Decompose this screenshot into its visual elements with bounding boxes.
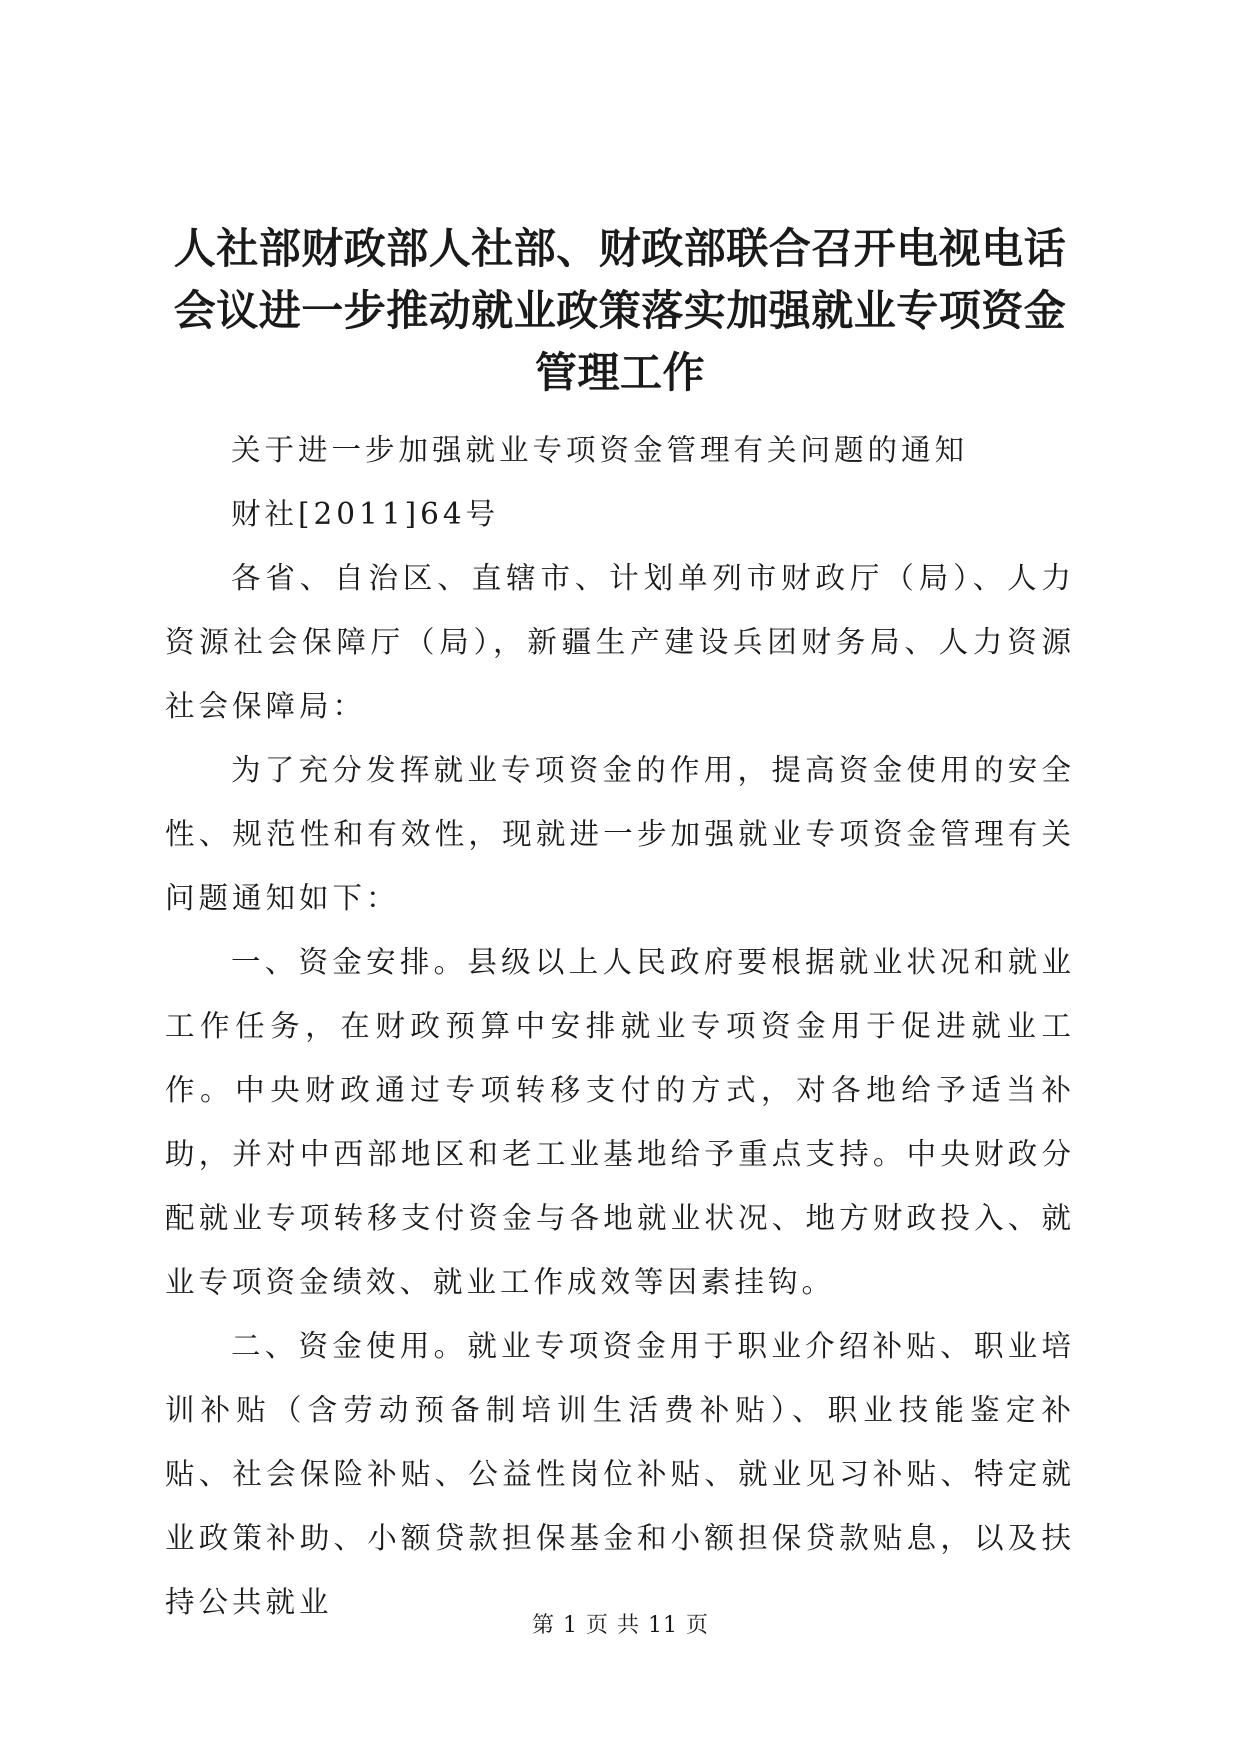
addressee-paragraph: 各省、自治区、直辖市、计划单列市财政厅（局）、人力资源社会保障厅（局），新疆生产建设兵团财务局、人力资源社会保障局： [165, 561, 1075, 723]
document-body [165, 418, 1075, 1634]
document-number-paragraph: 财社[2011]64号 [231, 497, 500, 531]
section-2-paragraph: 二、资金使用。就业专项资金用于职业介绍补贴、职业培训补贴（含劳动预备制培训生活费补贴）、职业技能鉴定补贴、社会保险补贴、公益性岗位补贴、就业见习补贴、特定就业政策补助、小额贷款担保基金和小额担保贷款贴息，以及扶持公共就业 [165, 1329, 1075, 1619]
section-1-paragraph: 一、资金安排。县级以上人民政府要根据就业状况和就业工作任务，在财政预算中安排就业专项资金用于促进就业工作。中央财政通过专项转移支付的方式，对各地给予适当补助，并对中西部地区和老工业基地给予重点支持。中央财政分配就业专项转移支付资金与各地就业状况、地方财政投入、就业专项资金绩效、就业工作成效等因素挂钩。 [165, 945, 1075, 1299]
document-title: 人社部财政部人社部、财政部联合召开电视电话会议进一步推动就业政策落实加强就业专项资金管理工作 [173, 224, 1067, 397]
page-footer: 第 1 页 共 11 页 [532, 1613, 709, 1638]
notice-title-paragraph: 关于进一步加强就业专项资金管理有关问题的通知 [231, 433, 969, 467]
intro-paragraph: 为了充分发挥就业专项资金的作用，提高资金使用的安全性、规范性和有效性，现就进一步加强就业专项资金管理有关问题通知如下： [165, 753, 1075, 915]
